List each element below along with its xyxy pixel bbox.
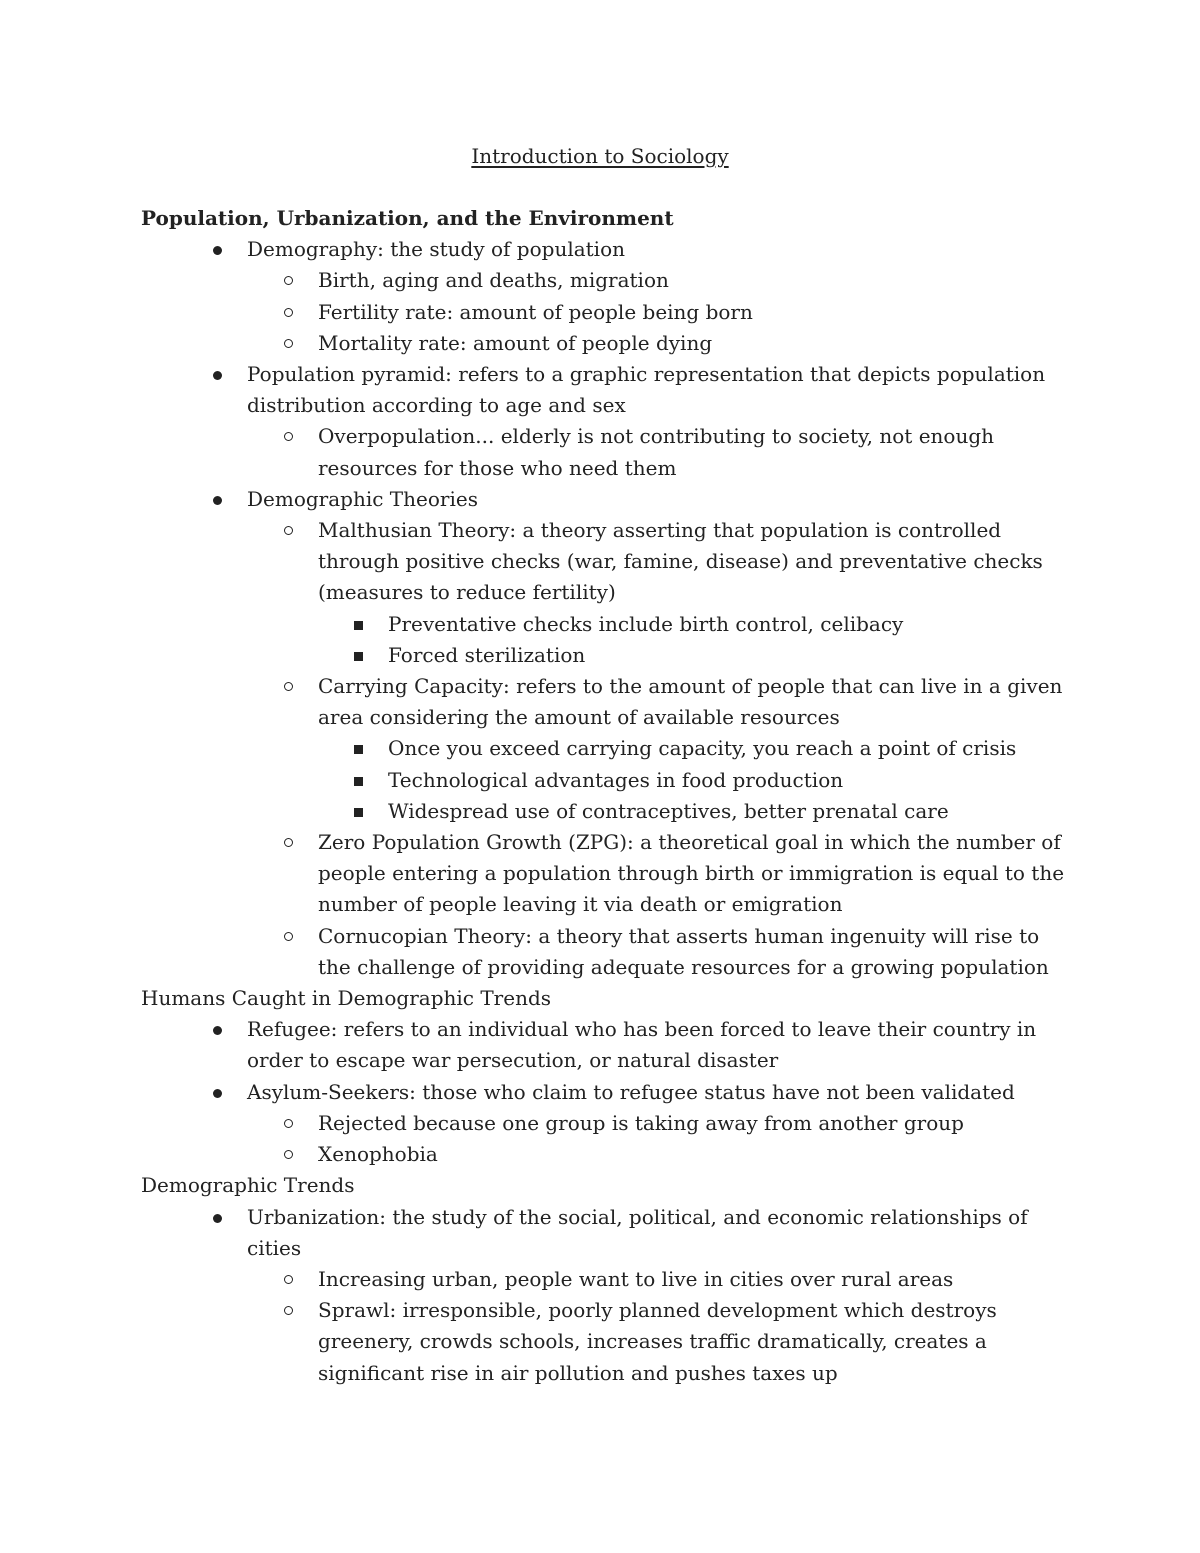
document-title: Introduction to Sociology	[471, 144, 729, 168]
list-item: Technological advantages in food production	[141, 765, 1071, 796]
list-item: Preventative checks include birth control, celibacy	[141, 609, 1071, 640]
list-item: Once you exceed carrying capacity, you reach a point of crisis	[141, 733, 1071, 764]
list-item: Birth, aging and deaths, migration	[141, 265, 1071, 296]
list-item: Refugee: refers to an individual who has been forced to leave their country in order to escape war persecution, or natural disaster	[141, 1014, 1071, 1076]
list-item: Demography: the study of population	[141, 234, 1071, 265]
section-heading-population: Population, Urbanization, and the Environment	[141, 206, 674, 230]
list-item: Carrying Capacity: refers to the amount of people that can live in a given area considering the amount of available resources	[141, 671, 1071, 733]
section-list-population	[141, 234, 1071, 983]
section-list-demographic-trends	[141, 1202, 1071, 1389]
list-item: Demographic Theories	[141, 484, 1071, 515]
list-item: Population pyramid: refers to a graphic representation that depicts population distribution according to age and sex	[141, 359, 1071, 421]
list-item: Forced sterilization	[141, 640, 1071, 671]
list-item: Rejected because one group is taking away from another group	[141, 1108, 1071, 1139]
list-item: Xenophobia	[141, 1139, 1071, 1170]
section-list-humans-caught	[141, 1014, 1071, 1170]
list-item: Urbanization: the study of the social, political, and economic relationships of cities	[141, 1202, 1071, 1264]
list-item: Increasing urban, people want to live in cities over rural areas	[141, 1264, 1071, 1295]
list-item: Mortality rate: amount of people dying	[141, 328, 1071, 359]
section-heading-demographic-trends: Demographic Trends	[141, 1173, 355, 1198]
list-item: Cornucopian Theory: a theory that asserts human ingenuity will rise to the challenge of providing adequate resources for a growing population	[141, 921, 1071, 983]
list-item: Malthusian Theory: a theory asserting that population is controlled through positive checks (war, famine, disease) and preventative checks (measures to reduce fertility)	[141, 515, 1071, 609]
section-heading-humans-caught: Humans Caught in Demographic Trends	[141, 986, 552, 1011]
list-item: Widespread use of contraceptives, better prenatal care	[141, 796, 1071, 827]
list-item: Overpopulation... elderly is not contributing to society, not enough resources for those who need them	[141, 421, 1071, 483]
list-item: Sprawl: irresponsible, poorly planned development which destroys greenery, crowds schools, increases traffic dramatically, creates a significant rise in air pollution and pushes taxes up	[141, 1295, 1071, 1389]
list-item: Fertility rate: amount of people being born	[141, 297, 1071, 328]
list-item: Asylum-Seekers: those who claim to refugee status have not been validated	[141, 1077, 1071, 1108]
list-item: Zero Population Growth (ZPG): a theoretical goal in which the number of people entering a population through birth or immigration is equal to the number of people leaving it via death or emigration	[141, 827, 1071, 921]
document-body	[141, 203, 1071, 1389]
